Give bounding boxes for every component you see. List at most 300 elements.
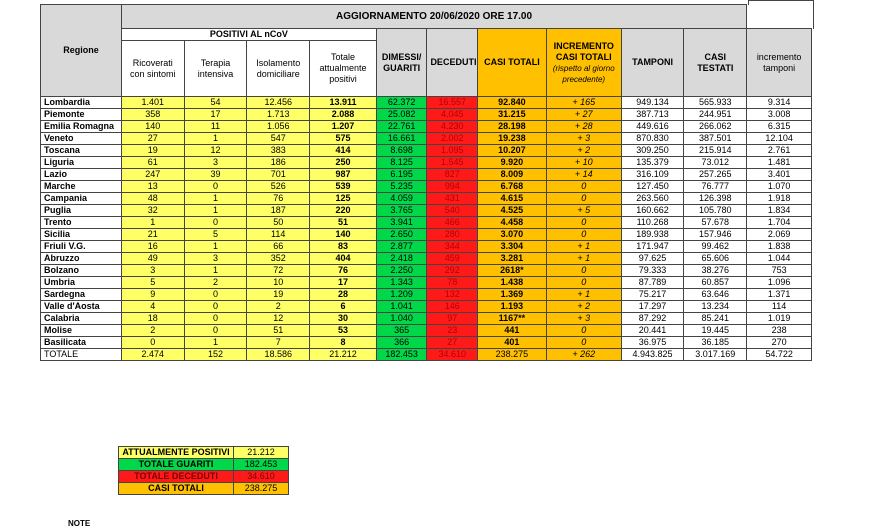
total-cell-ricoverati: 2.474	[121, 349, 184, 361]
cell-deceduti: 97	[427, 313, 478, 325]
cell-incremento-tamponi: 1.704	[747, 217, 812, 229]
cell-totale-positivi: 8	[310, 337, 377, 349]
summary-value: 21.212	[234, 447, 289, 459]
table-row	[41, 277, 812, 289]
cell-ricoverati: 5	[121, 277, 184, 289]
cell-casi-totali: 2618*	[478, 265, 547, 277]
cell-casi-totali: 92.840	[478, 97, 547, 109]
cell-incremento-tamponi: 2.069	[747, 229, 812, 241]
cell-totale-positivi: 83	[310, 241, 377, 253]
cell-isolamento: 186	[247, 157, 310, 169]
cell-isolamento: 7	[247, 337, 310, 349]
summary-row	[119, 459, 289, 471]
cell-ricoverati: 48	[121, 193, 184, 205]
cell-casi-totali: 19.238	[478, 133, 547, 145]
cell-incremento-tamponi: 12.104	[747, 133, 812, 145]
col-casi-totali: CASI TOTALI	[478, 29, 547, 97]
cell-regione: Abruzzo	[41, 253, 122, 265]
cell-casi-totali: 3.281	[478, 253, 547, 265]
cell-casi-totali: 441	[478, 325, 547, 337]
cell-terapia: 3	[184, 253, 247, 265]
cell-isolamento: 526	[247, 181, 310, 193]
cell-tamponi: 135.379	[621, 157, 684, 169]
col-terapia: Terapia intensiva	[184, 41, 247, 97]
incremento-note: (rispetto al giorno precedente)	[552, 63, 615, 84]
cell-incremento: + 14	[546, 169, 621, 181]
cell-casi-testati: 565.933	[684, 97, 747, 109]
cell-incremento-tamponi: 1.070	[747, 181, 812, 193]
total-cell-deceduti: 34.610	[427, 349, 478, 361]
cell-totale-positivi: 220	[310, 205, 377, 217]
cell-deceduti: 540	[427, 205, 478, 217]
cell-incremento-tamponi: 1.834	[747, 205, 812, 217]
cell-tamponi: 79.333	[621, 265, 684, 277]
cell-totale-positivi: 250	[310, 157, 377, 169]
cell-casi-testati: 105.780	[684, 205, 747, 217]
cell-casi-testati: 157.946	[684, 229, 747, 241]
cell-casi-totali: 401	[478, 337, 547, 349]
cell-incremento: 0	[546, 277, 621, 289]
cell-ricoverati: 140	[121, 121, 184, 133]
cell-casi-testati: 244.951	[684, 109, 747, 121]
cell-ricoverati: 16	[121, 241, 184, 253]
cell-dimessi: 62.372	[376, 97, 427, 109]
cell-deceduti: 146	[427, 301, 478, 313]
table-row	[41, 133, 812, 145]
cell-regione: Lazio	[41, 169, 122, 181]
summary-value: 34.610	[234, 471, 289, 483]
cell-dimessi: 1.209	[376, 289, 427, 301]
cell-totale-positivi: 1.207	[310, 121, 377, 133]
cell-dimessi: 5.235	[376, 181, 427, 193]
cell-dimessi: 8.698	[376, 145, 427, 157]
covid-table	[40, 4, 812, 361]
cell-terapia: 1	[184, 337, 247, 349]
cell-casi-totali: 9.920	[478, 157, 547, 169]
cell-isolamento: 2	[247, 301, 310, 313]
table-row	[41, 109, 812, 121]
cell-incremento: 0	[546, 181, 621, 193]
cell-incremento: + 2	[546, 301, 621, 313]
cell-dimessi: 2.250	[376, 265, 427, 277]
total-cell-terapia: 152	[184, 349, 247, 361]
cell-regione: Bolzano	[41, 265, 122, 277]
total-cell-casi-totali: 238.275	[478, 349, 547, 361]
summary-box	[118, 446, 289, 495]
cell-regione: Emilia Romagna	[41, 121, 122, 133]
cell-incremento-tamponi: 2.761	[747, 145, 812, 157]
cell-ricoverati: 1	[121, 217, 184, 229]
cell-totale-positivi: 6	[310, 301, 377, 313]
table-row	[41, 289, 812, 301]
cell-casi-totali: 4.458	[478, 217, 547, 229]
cell-terapia: 39	[184, 169, 247, 181]
table-row	[41, 181, 812, 193]
cell-isolamento: 114	[247, 229, 310, 241]
cell-terapia: 0	[184, 181, 247, 193]
cell-isolamento: 547	[247, 133, 310, 145]
cell-deceduti: 27	[427, 337, 478, 349]
cell-dimessi: 2.877	[376, 241, 427, 253]
note-label: NOTE	[68, 519, 91, 528]
cell-totale-positivi: 28	[310, 289, 377, 301]
table-row	[41, 193, 812, 205]
cell-terapia: 0	[184, 289, 247, 301]
cell-terapia: 0	[184, 325, 247, 337]
cell-regione: Friuli V.G.	[41, 241, 122, 253]
cell-incremento: + 1	[546, 241, 621, 253]
cell-totale-positivi: 2.088	[310, 109, 377, 121]
cell-terapia: 1	[184, 133, 247, 145]
col-totale-positivi: Totale attualmente positivi	[310, 41, 377, 97]
cell-ricoverati: 18	[121, 313, 184, 325]
summary-value: 182.453	[234, 459, 289, 471]
cell-incremento: + 10	[546, 157, 621, 169]
cell-casi-testati: 76.777	[684, 181, 747, 193]
cell-dimessi: 3.765	[376, 205, 427, 217]
cell-ricoverati: 32	[121, 205, 184, 217]
cell-casi-totali: 3.304	[478, 241, 547, 253]
cell-terapia: 2	[184, 277, 247, 289]
table-row	[41, 265, 812, 277]
cell-dimessi: 16.661	[376, 133, 427, 145]
col-isolamento: Isolamento domiciliare	[247, 41, 310, 97]
cell-tamponi: 87.292	[621, 313, 684, 325]
cell-incremento-tamponi: 1.044	[747, 253, 812, 265]
cell-ricoverati: 21	[121, 229, 184, 241]
cell-terapia: 11	[184, 121, 247, 133]
cell-casi-testati: 99.462	[684, 241, 747, 253]
cell-dimessi: 1.343	[376, 277, 427, 289]
cell-ricoverati: 9	[121, 289, 184, 301]
cell-dimessi: 2.418	[376, 253, 427, 265]
cell-tamponi: 75.217	[621, 289, 684, 301]
cell-incremento-tamponi: 114	[747, 301, 812, 313]
cell-deceduti: 344	[427, 241, 478, 253]
cell-terapia: 0	[184, 217, 247, 229]
cell-deceduti: 23	[427, 325, 478, 337]
cell-isolamento: 12.456	[247, 97, 310, 109]
summary-value: 238.275	[234, 483, 289, 495]
summary-label: CASI TOTALI	[119, 483, 234, 495]
cell-totale-positivi: 30	[310, 313, 377, 325]
cell-deceduti: 1.545	[427, 157, 478, 169]
cell-totale-positivi: 539	[310, 181, 377, 193]
cell-deceduti: 16.557	[427, 97, 478, 109]
cell-casi-testati: 19.445	[684, 325, 747, 337]
cell-regione: Liguria	[41, 157, 122, 169]
cell-isolamento: 10	[247, 277, 310, 289]
cell-casi-totali: 8.009	[478, 169, 547, 181]
cell-deceduti: 827	[427, 169, 478, 181]
total-cell-dimessi: 182.453	[376, 349, 427, 361]
cell-tamponi: 949.134	[621, 97, 684, 109]
cell-terapia: 5	[184, 229, 247, 241]
col-incremento-tamponi: incremento tamponi	[747, 29, 812, 97]
cell-isolamento: 19	[247, 289, 310, 301]
total-cell-isolamento: 18.586	[247, 349, 310, 361]
cell-regione: Trento	[41, 217, 122, 229]
cell-dimessi: 2.650	[376, 229, 427, 241]
summary-row	[119, 447, 289, 459]
cell-terapia: 1	[184, 205, 247, 217]
cell-regione: Umbria	[41, 277, 122, 289]
col-casi-testati: CASI TESTATI	[684, 29, 747, 97]
cell-incremento: + 28	[546, 121, 621, 133]
cell-regione: Sardegna	[41, 289, 122, 301]
cell-casi-totali: 28.198	[478, 121, 547, 133]
total-cell-tamponi: 4.943.825	[621, 349, 684, 361]
blank-corner	[747, 5, 812, 29]
table-row	[41, 97, 812, 109]
cell-deceduti: 4.230	[427, 121, 478, 133]
cell-tamponi: 263.560	[621, 193, 684, 205]
cell-isolamento: 76	[247, 193, 310, 205]
cell-dimessi: 6.195	[376, 169, 427, 181]
cell-casi-testati: 63.646	[684, 289, 747, 301]
cell-tamponi: 87.789	[621, 277, 684, 289]
cell-isolamento: 1.713	[247, 109, 310, 121]
cell-casi-totali: 10.207	[478, 145, 547, 157]
cell-incremento: 0	[546, 217, 621, 229]
cell-tamponi: 449.616	[621, 121, 684, 133]
cell-incremento: + 165	[546, 97, 621, 109]
cell-deceduti: 292	[427, 265, 478, 277]
cell-incremento-tamponi: 1.371	[747, 289, 812, 301]
cell-casi-testati: 13.234	[684, 301, 747, 313]
bulletin-sheet	[40, 4, 812, 361]
cell-terapia: 1	[184, 241, 247, 253]
cell-ricoverati: 2	[121, 325, 184, 337]
cell-casi-testati: 60.857	[684, 277, 747, 289]
cell-tamponi: 160.662	[621, 205, 684, 217]
cell-incremento-tamponi: 3.008	[747, 109, 812, 121]
cell-incremento: 0	[546, 193, 621, 205]
cell-incremento: + 27	[546, 109, 621, 121]
cell-totale-positivi: 17	[310, 277, 377, 289]
cell-casi-testati: 57.678	[684, 217, 747, 229]
cell-casi-testati: 85.241	[684, 313, 747, 325]
table-row	[41, 145, 812, 157]
cell-terapia: 3	[184, 157, 247, 169]
cell-deceduti: 4.045	[427, 109, 478, 121]
cell-dimessi: 1.040	[376, 313, 427, 325]
cell-tamponi: 17.297	[621, 301, 684, 313]
cell-regione: Molise	[41, 325, 122, 337]
cell-regione: Calabria	[41, 313, 122, 325]
cell-tamponi: 387.713	[621, 109, 684, 121]
cell-totale-positivi: 414	[310, 145, 377, 157]
cell-tamponi: 171.947	[621, 241, 684, 253]
cell-incremento: 0	[546, 265, 621, 277]
cell-terapia: 12	[184, 145, 247, 157]
summary-row	[119, 471, 289, 483]
update-title: AGGIORNAMENTO 20/06/2020 ORE 17.00	[121, 5, 746, 29]
cell-regione: Toscana	[41, 145, 122, 157]
cell-dimessi: 4.059	[376, 193, 427, 205]
cell-isolamento: 383	[247, 145, 310, 157]
cell-totale-positivi: 987	[310, 169, 377, 181]
cell-ricoverati: 0	[121, 337, 184, 349]
cell-terapia: 0	[184, 301, 247, 313]
cell-tamponi: 189.938	[621, 229, 684, 241]
cell-tamponi: 97.625	[621, 253, 684, 265]
table-row	[41, 205, 812, 217]
cell-deceduti: 1.095	[427, 145, 478, 157]
table-row	[41, 253, 812, 265]
cell-incremento-tamponi: 1.838	[747, 241, 812, 253]
cell-totale-positivi: 140	[310, 229, 377, 241]
cell-totale-positivi: 125	[310, 193, 377, 205]
cell-ricoverati: 49	[121, 253, 184, 265]
cell-incremento: + 3	[546, 313, 621, 325]
cell-isolamento: 72	[247, 265, 310, 277]
cell-casi-testati: 65.606	[684, 253, 747, 265]
cell-incremento-tamponi: 3.401	[747, 169, 812, 181]
cell-tamponi: 36.975	[621, 337, 684, 349]
cell-ricoverati: 13	[121, 181, 184, 193]
cell-casi-totali: 3.070	[478, 229, 547, 241]
cell-deceduti: 431	[427, 193, 478, 205]
cell-terapia: 0	[184, 313, 247, 325]
cell-ricoverati: 1.401	[121, 97, 184, 109]
cell-isolamento: 12	[247, 313, 310, 325]
cell-casi-testati: 38.276	[684, 265, 747, 277]
cell-casi-testati: 215.914	[684, 145, 747, 157]
total-cell-totale-positivi: 21.212	[310, 349, 377, 361]
col-dimessi: DIMESSI/ GUARITI	[376, 29, 427, 97]
total-cell-casi-testati: 3.017.169	[684, 349, 747, 361]
cell-casi-totali: 31.215	[478, 109, 547, 121]
table-body	[41, 97, 812, 361]
cell-deceduti: 466	[427, 217, 478, 229]
cell-incremento: + 2	[546, 145, 621, 157]
cell-tamponi: 110.268	[621, 217, 684, 229]
total-cell-regione: TOTALE	[41, 349, 122, 361]
cell-regione: Sicilia	[41, 229, 122, 241]
cell-incremento: 0	[546, 325, 621, 337]
cell-terapia: 1	[184, 265, 247, 277]
cell-incremento: + 1	[546, 253, 621, 265]
cell-casi-testati: 36.185	[684, 337, 747, 349]
cell-deceduti: 132	[427, 289, 478, 301]
cell-isolamento: 1.056	[247, 121, 310, 133]
positivi-group: POSITIVI AL nCoV	[121, 29, 376, 41]
cell-incremento-tamponi: 1.019	[747, 313, 812, 325]
summary-label: TOTALE GUARITI	[119, 459, 234, 471]
cell-terapia: 54	[184, 97, 247, 109]
cell-tamponi: 316.109	[621, 169, 684, 181]
col-deceduti: DECEDUTI	[427, 29, 478, 97]
cell-incremento: + 1	[546, 289, 621, 301]
cell-incremento-tamponi: 753	[747, 265, 812, 277]
cell-dimessi: 25.082	[376, 109, 427, 121]
cell-totale-positivi: 404	[310, 253, 377, 265]
cell-incremento: 0	[546, 229, 621, 241]
total-row	[41, 349, 812, 361]
cell-deceduti: 78	[427, 277, 478, 289]
cell-ricoverati: 247	[121, 169, 184, 181]
cell-ricoverati: 19	[121, 145, 184, 157]
cell-ricoverati: 358	[121, 109, 184, 121]
cell-ricoverati: 61	[121, 157, 184, 169]
cell-incremento-tamponi: 6.315	[747, 121, 812, 133]
cell-deceduti: 2.002	[427, 133, 478, 145]
cell-totale-positivi: 53	[310, 325, 377, 337]
cell-regione: Campania	[41, 193, 122, 205]
cell-tamponi: 870.830	[621, 133, 684, 145]
cell-incremento-tamponi: 1.481	[747, 157, 812, 169]
col-regione: Regione	[41, 5, 122, 97]
cell-regione: Piemonte	[41, 109, 122, 121]
cell-casi-testati: 266.062	[684, 121, 747, 133]
cell-ricoverati: 3	[121, 265, 184, 277]
cell-isolamento: 50	[247, 217, 310, 229]
table-row	[41, 121, 812, 133]
cell-deceduti: 994	[427, 181, 478, 193]
cell-isolamento: 51	[247, 325, 310, 337]
cell-isolamento: 701	[247, 169, 310, 181]
col-ricoverati: Ricoverati con sintomi	[121, 41, 184, 97]
cell-totale-positivi: 51	[310, 217, 377, 229]
summary-row	[119, 483, 289, 495]
cell-dimessi: 366	[376, 337, 427, 349]
cell-tamponi: 127.450	[621, 181, 684, 193]
cell-regione: Valle d'Aosta	[41, 301, 122, 313]
table-row	[41, 169, 812, 181]
cell-incremento-tamponi: 9.314	[747, 97, 812, 109]
summary-label: TOTALE DECEDUTI	[119, 471, 234, 483]
cell-totale-positivi: 13.911	[310, 97, 377, 109]
cell-incremento-tamponi: 238	[747, 325, 812, 337]
cell-casi-testati: 73.012	[684, 157, 747, 169]
cell-incremento-tamponi: 1.096	[747, 277, 812, 289]
cell-incremento: + 5	[546, 205, 621, 217]
cell-regione: Veneto	[41, 133, 122, 145]
cell-casi-totali: 1167**	[478, 313, 547, 325]
cell-dimessi: 22.761	[376, 121, 427, 133]
cell-regione: Puglia	[41, 205, 122, 217]
cell-casi-testati: 387.501	[684, 133, 747, 145]
cell-isolamento: 66	[247, 241, 310, 253]
table-row	[41, 157, 812, 169]
table-row	[41, 325, 812, 337]
cell-deceduti: 459	[427, 253, 478, 265]
table-row	[41, 313, 812, 325]
cell-casi-totali: 4.615	[478, 193, 547, 205]
incremento-label: INCREMENTO CASI TOTALI	[553, 40, 614, 62]
cell-incremento-tamponi: 270	[747, 337, 812, 349]
cell-regione: Marche	[41, 181, 122, 193]
cell-casi-testati: 126.398	[684, 193, 747, 205]
cell-terapia: 17	[184, 109, 247, 121]
cell-incremento: 0	[546, 337, 621, 349]
cell-casi-testati: 257.265	[684, 169, 747, 181]
col-incremento	[546, 29, 621, 97]
cell-dimessi: 365	[376, 325, 427, 337]
cell-deceduti: 280	[427, 229, 478, 241]
summary-label: ATTUALMENTE POSITIVI	[119, 447, 234, 459]
total-cell-incremento: + 262	[546, 349, 621, 361]
cell-totale-positivi: 575	[310, 133, 377, 145]
cell-casi-totali: 1.438	[478, 277, 547, 289]
cell-casi-totali: 4.525	[478, 205, 547, 217]
cell-dimessi: 3.941	[376, 217, 427, 229]
cell-casi-totali: 1.369	[478, 289, 547, 301]
total-cell-incremento-tamponi: 54.722	[747, 349, 812, 361]
cell-dimessi: 1.041	[376, 301, 427, 313]
cell-isolamento: 187	[247, 205, 310, 217]
